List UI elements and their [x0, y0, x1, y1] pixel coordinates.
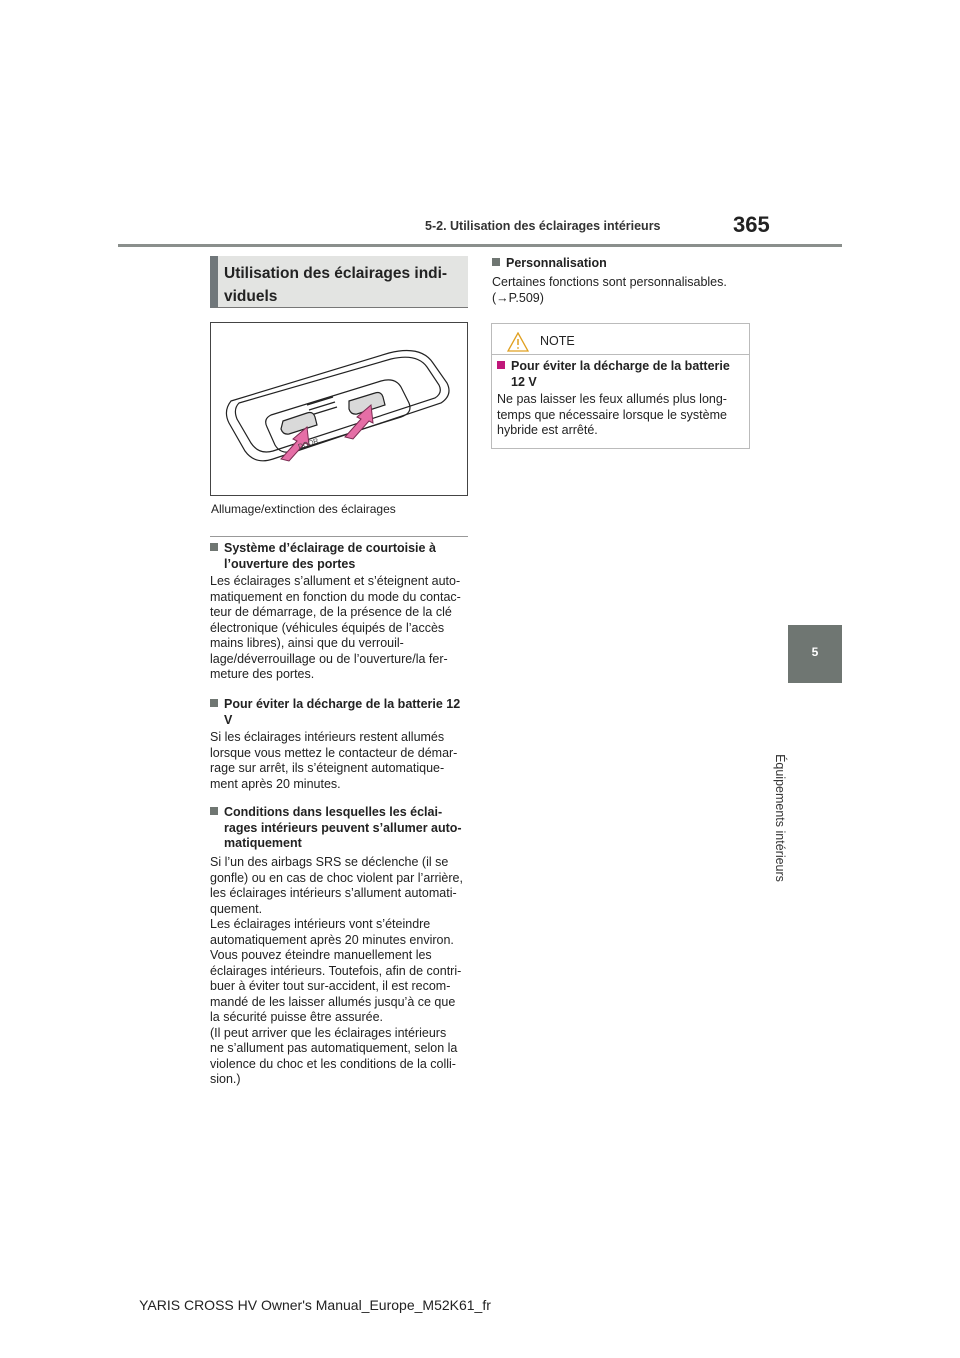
footer-text: YARIS CROSS HV Owner's Manual_Europe_M52K61_fr: [139, 1297, 491, 1313]
figure-caption: Allumage/extinction des éclairages: [211, 502, 396, 516]
bullet-square-icon: [497, 361, 505, 369]
item-text-courtesy-light: Les éclairages s’allument et s’éteignent auto- matiquement en fonction du mode du contac- teur de démarrage, de la présence de la clé électronique (véhicules équipés de l’accès mains libres), ainsi que du verrouil- lage/déverrouillage ou de l’ouverture/la fer- meture des portes.: [210, 574, 461, 681]
item-title-battery-discharge: Pour éviter la décharge de la batterie 12 V: [210, 697, 472, 728]
caption-rule: [210, 536, 468, 537]
note-header-rule: [491, 354, 750, 355]
item-text-auto-lighting-conditions: Si l’un des airbags SRS se déclenche (il se gonfle) ou en cas de choc violent par l’arrière, les éclairages intérieurs s’allument automati- quement. Les éclairages intérieurs vont s’éteindre automatiquement après 20 minutes environ. Vous pouvez éteindre manuellement les éclairages intérieurs. Toutefois, afin de contri- buer à éviter tout sur-accident, il est recom- mandé de les laisser allumés jusqu’à ce que la sécurité puisse être assurée. (Il peut arriver que les éclairages intérieurs ne s’allument pas automatiquement, selon la violence du choc et les conditions de la colli- sion.): [210, 855, 463, 1086]
svg-text:DOOR: DOOR: [297, 437, 320, 451]
note-text: Ne pas laisser les feux allumés plus long- temps que nécessaire lorsque le système hybride est arrêté.: [497, 392, 727, 437]
overhead-console-drawing: [211, 323, 467, 495]
note-title: Pour éviter la décharge de la batterie 12 V: [497, 359, 743, 390]
caution-triangle-icon: [507, 332, 529, 352]
bullet-square-icon: [492, 258, 500, 266]
interior-light-illustration: [210, 322, 468, 496]
bullet-square-icon: [210, 543, 218, 551]
item-text-personalization: Certaines fonctions sont personnalisables. (→P.509): [492, 275, 727, 305]
page-number: 365: [733, 212, 770, 237]
item-title-courtesy-light: Système d’éclairage de courtoisie à l’ouverture des portes: [210, 541, 472, 572]
bullet-square-icon: [210, 807, 218, 815]
running-header-section: 5-2. Utilisation des éclairages intérieurs: [425, 219, 661, 233]
chapter-title: Équipements intérieurs: [773, 754, 787, 882]
chapter-number: 5: [811, 645, 819, 659]
item-title-auto-lighting-conditions: Conditions dans lesquelles les éclai- rages intérieurs peuvent s’allumer auto- matiquement: [210, 805, 472, 852]
footer: [0, 1297, 960, 1313]
section-title: Utilisation des éclairages indi- viduels: [224, 265, 448, 305]
header-rule: [118, 244, 842, 247]
item-text-battery-discharge: Si les éclairages intérieurs restent allumés lorsque vous mettez le contacteur de démar- rage sur arrêt, ils s’éteignent automatique- ment après 20 minutes.: [210, 730, 458, 791]
item-title-personalization: Personnalisation: [492, 256, 750, 272]
note-label: NOTE: [540, 334, 575, 348]
bullet-square-icon: [210, 699, 218, 707]
